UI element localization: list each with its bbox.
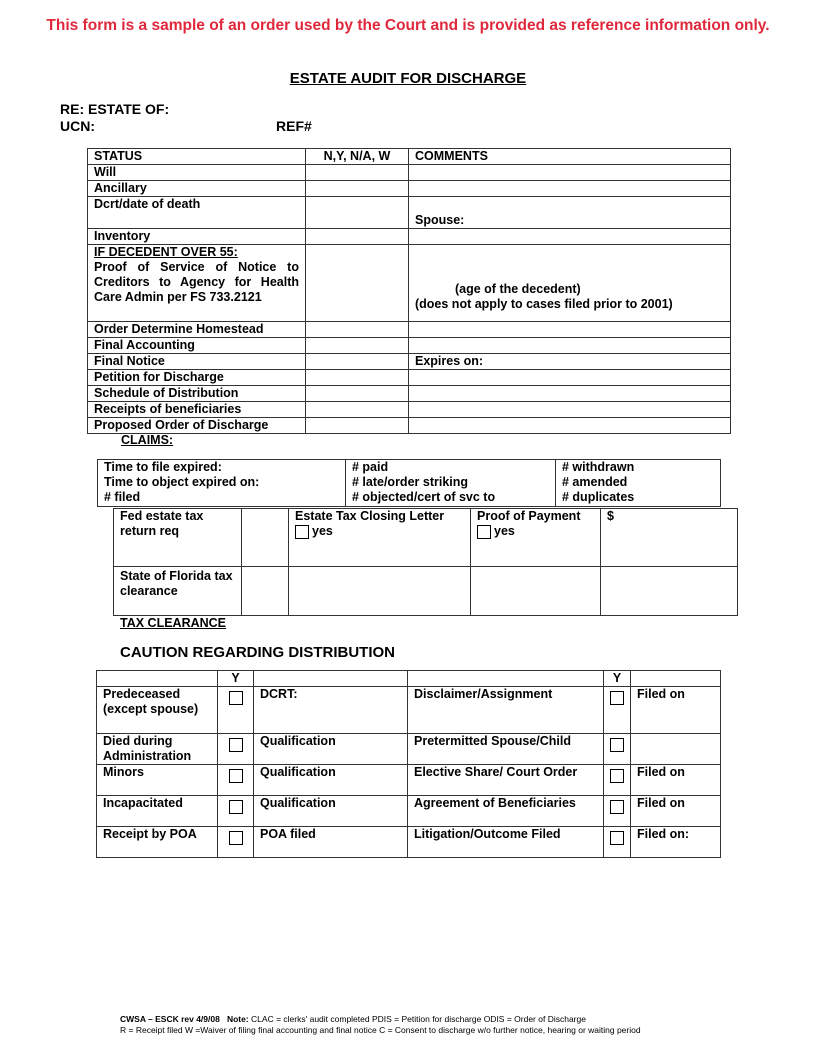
proof-of-service-text: Proof of Service of Notice to Creditors to Agency for Health Care Admin per FS 733.2121 xyxy=(94,260,299,304)
ucn-label: UCN: xyxy=(60,118,95,134)
code-cell[interactable] xyxy=(306,418,409,434)
litigation-checkbox[interactable] xyxy=(610,831,624,845)
filed-on-label: Filed on xyxy=(631,796,721,827)
table-row xyxy=(88,165,731,181)
table-row xyxy=(97,765,721,796)
amount-cell[interactable] xyxy=(601,509,738,567)
caution-label: Died during Administration xyxy=(97,734,218,765)
status-cell: Proposed Order of Discharge xyxy=(88,418,306,434)
comment-cell[interactable] xyxy=(409,338,731,354)
state-tax-cell[interactable] xyxy=(289,567,471,616)
status-cell: Receipts of beneficiaries xyxy=(88,402,306,418)
status-cell: Final Accounting xyxy=(88,338,306,354)
closing-letter-cell xyxy=(289,509,471,567)
agreement-checkbox[interactable] xyxy=(610,800,624,814)
comment-cell[interactable] xyxy=(409,229,731,245)
comment-cell[interactable] xyxy=(409,181,731,197)
filed-on-label xyxy=(631,734,721,765)
filed-count-label: # filed xyxy=(104,490,141,504)
table-row xyxy=(114,509,738,567)
page-title-text: ESTATE AUDIT FOR DISCHARGE xyxy=(289,70,527,87)
proof-payment-checkbox[interactable] xyxy=(477,525,491,539)
code-cell[interactable] xyxy=(306,322,409,338)
claims-col-withdrawn[interactable] xyxy=(556,460,721,507)
claims-col-time[interactable] xyxy=(98,460,346,507)
caution-label: Receipt by POA xyxy=(97,827,218,858)
code-cell[interactable] xyxy=(306,354,409,370)
table-row xyxy=(88,354,731,370)
table-row xyxy=(88,229,731,245)
amended-count-label: # amended xyxy=(562,475,628,489)
form-code: CWSA – ESCK rev 4/9/08 xyxy=(120,1014,220,1024)
column-header: N,Y, N/A, W xyxy=(306,149,409,165)
closing-letter-yes: yes xyxy=(312,524,333,538)
filed-on-label: Filed on xyxy=(631,687,721,734)
table-row xyxy=(98,460,721,507)
comment-cell[interactable] xyxy=(409,245,731,322)
status-cell: Final Notice xyxy=(88,354,306,370)
y-header: Y xyxy=(218,671,254,687)
comment-cell[interactable] xyxy=(409,322,731,338)
minors-checkbox[interactable] xyxy=(229,769,243,783)
caution-label: Predeceased (except spouse) xyxy=(97,687,218,734)
y-header: Y xyxy=(604,671,631,687)
table-row xyxy=(97,734,721,765)
receipt-poa-checkbox[interactable] xyxy=(229,831,243,845)
table-row xyxy=(114,567,738,616)
dollar-sign: $ xyxy=(607,509,614,523)
predeceased-checkbox[interactable] xyxy=(229,691,243,705)
status-table xyxy=(87,148,731,434)
ref-label: REF# xyxy=(276,118,312,134)
table-row xyxy=(97,796,721,827)
re-estate-label: RE: ESTATE OF: xyxy=(60,101,170,117)
caution-label: Minors xyxy=(97,765,218,796)
code-cell[interactable] xyxy=(306,245,409,322)
proof-payment-yes: yes xyxy=(494,524,515,538)
caution-label: Agreement of Beneficiaries xyxy=(408,796,604,827)
caution-label: Incapacitated xyxy=(97,796,218,827)
duplicates-count-label: # duplicates xyxy=(562,490,635,504)
table-header-row xyxy=(97,671,721,687)
comment-cell[interactable] xyxy=(409,370,731,386)
status-cell: Order Determine Homestead xyxy=(88,322,306,338)
status-cell: Dcrt/date of death xyxy=(88,197,306,229)
caution-label: Disclaimer/Assignment xyxy=(408,687,604,734)
table-row xyxy=(88,418,731,434)
fed-estate-tax-label: Fed estate tax return req xyxy=(114,509,242,567)
table-header-row xyxy=(88,149,731,165)
status-cell: Will xyxy=(88,165,306,181)
footer-line-2: R = Receipt filed W =Waiver of filing final accounting and final notice C = Consent to discharge w/o further notice, hearing or waiting period xyxy=(120,1025,641,1035)
table-row xyxy=(97,687,721,734)
prior-2001-note: (does not apply to cases filed prior to 2001) xyxy=(415,297,673,311)
table-row xyxy=(88,402,731,418)
closing-letter-checkbox[interactable] xyxy=(295,525,309,539)
elective-share-checkbox[interactable] xyxy=(610,769,624,783)
table-row xyxy=(88,181,731,197)
died-during-admin-checkbox[interactable] xyxy=(229,738,243,752)
status-cell: Inventory xyxy=(88,229,306,245)
proof-payment-cell xyxy=(471,509,601,567)
table-row xyxy=(88,245,731,322)
code-cell[interactable] xyxy=(306,165,409,181)
footer xyxy=(120,1014,641,1036)
comment-cell[interactable] xyxy=(409,402,731,418)
withdrawn-count-label: # withdrawn xyxy=(562,460,635,474)
code-cell[interactable] xyxy=(306,386,409,402)
code-cell[interactable] xyxy=(306,402,409,418)
comment-cell[interactable] xyxy=(409,354,731,370)
caution-detail: Qualification xyxy=(254,734,408,765)
caution-label: Pretermitted Spouse/Child xyxy=(408,734,604,765)
paid-count-label: # paid xyxy=(352,460,389,474)
code-cell[interactable] xyxy=(306,338,409,354)
caution-label: Litigation/Outcome Filed xyxy=(408,827,604,858)
caution-label: Elective Share/ Court Order xyxy=(408,765,604,796)
code-cell[interactable] xyxy=(306,197,409,229)
claims-label: CLAIMS: xyxy=(121,433,174,447)
code-cell[interactable] xyxy=(306,181,409,197)
note-label: Note: xyxy=(226,1014,249,1024)
comment-cell[interactable] xyxy=(409,197,731,229)
caution-detail: Qualification xyxy=(254,765,408,796)
table-row xyxy=(88,370,731,386)
state-tax-cell[interactable] xyxy=(601,567,738,616)
status-cell xyxy=(88,245,306,322)
caution-table xyxy=(96,670,721,858)
tax-clearance-label: TAX CLEARANCE xyxy=(120,616,227,630)
objected-count-label: # objected/cert of svc to xyxy=(352,490,496,504)
closing-letter-label: Estate Tax Closing Letter xyxy=(295,509,445,523)
table-row xyxy=(88,197,731,229)
proof-payment-label: Proof of Payment xyxy=(477,509,581,523)
footer-note-text: CLAC = clerks' audit completed PDIS = Petition for discharge ODIS = Order of Discharge xyxy=(251,1014,586,1024)
time-to-file-label: Time to file expired: xyxy=(104,460,222,474)
caution-detail: DCRT: xyxy=(254,687,408,734)
state-tax-cell[interactable] xyxy=(471,567,601,616)
comment-cell[interactable] xyxy=(409,418,731,434)
filed-on-label: Filed on: xyxy=(631,827,721,858)
page-title xyxy=(0,70,816,87)
code-cell[interactable] xyxy=(306,370,409,386)
spouse-label: Spouse: xyxy=(415,213,465,227)
footer-line-1 xyxy=(120,1014,641,1025)
filed-on-label: Filed on xyxy=(631,765,721,796)
age-note: (age of the decedent) xyxy=(455,282,581,296)
fed-estate-tax-value[interactable] xyxy=(242,509,289,567)
time-to-object-label: Time to object expired on: xyxy=(104,475,260,489)
late-count-label: # late/order striking xyxy=(352,475,469,489)
status-cell: Schedule of Distribution xyxy=(88,386,306,402)
state-tax-clearance-label: State of Florida tax clearance xyxy=(114,567,242,616)
column-header: COMMENTS xyxy=(409,149,731,165)
table-row xyxy=(88,338,731,354)
table-row xyxy=(97,827,721,858)
decedent-over-55-heading: IF DECEDENT OVER 55: xyxy=(94,245,238,259)
table-row xyxy=(88,322,731,338)
comment-cell[interactable] xyxy=(409,386,731,402)
caution-detail: Qualification xyxy=(254,796,408,827)
expires-on-label: Expires on: xyxy=(415,354,484,368)
status-cell: Petition for Discharge xyxy=(88,370,306,386)
status-cell: Ancillary xyxy=(88,181,306,197)
caution-title: CAUTION REGARDING DISTRIBUTION xyxy=(120,644,395,661)
disclaimer-checkbox[interactable] xyxy=(610,691,624,705)
code-cell[interactable] xyxy=(306,229,409,245)
pretermitted-checkbox[interactable] xyxy=(610,738,624,752)
reference-notice: This form is a sample of an order used by the Court and is provided as reference information only. xyxy=(46,17,770,34)
incapacitated-checkbox[interactable] xyxy=(229,800,243,814)
column-header: STATUS xyxy=(88,149,306,165)
tax-table xyxy=(113,508,738,616)
state-tax-value[interactable] xyxy=(242,567,289,616)
comment-cell[interactable] xyxy=(409,165,731,181)
table-row xyxy=(88,386,731,402)
caution-detail: POA filed xyxy=(254,827,408,858)
claims-col-paid[interactable] xyxy=(346,460,556,507)
claims-table xyxy=(97,459,721,507)
